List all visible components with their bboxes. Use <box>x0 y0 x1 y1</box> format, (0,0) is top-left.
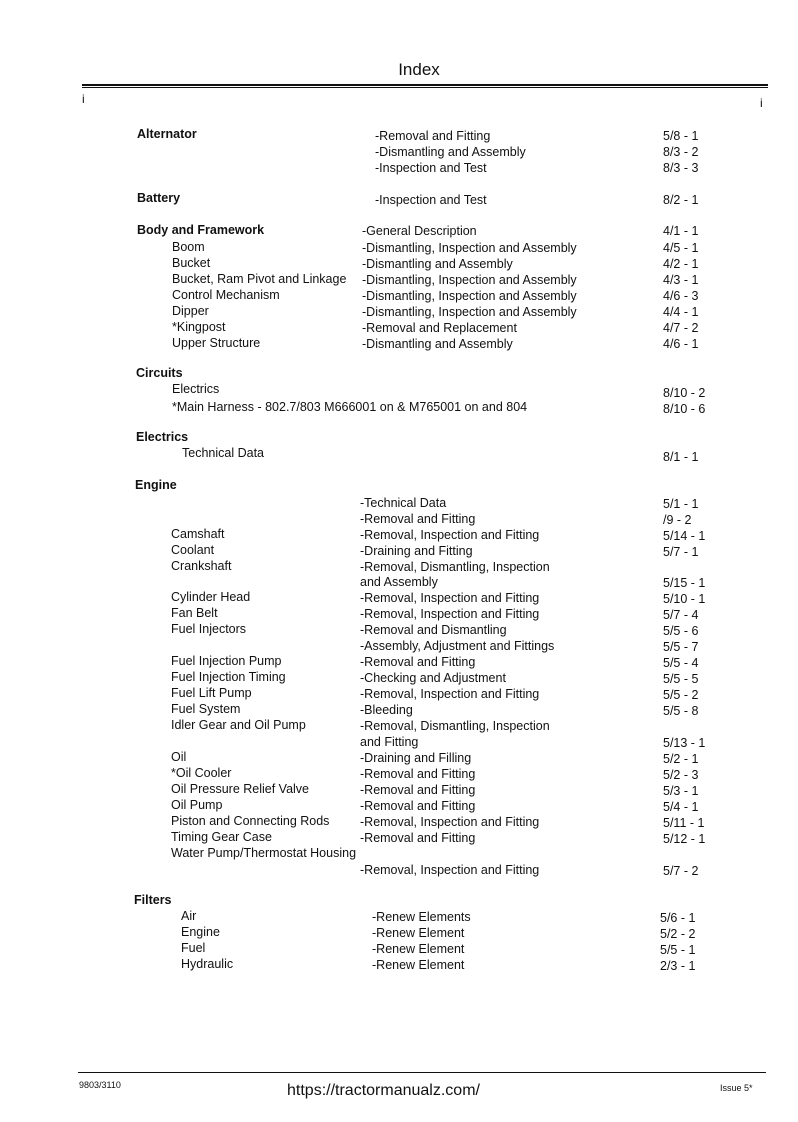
entry-item: Fuel System <box>171 702 241 716</box>
entry-page-ref: 4/3 - 1 <box>663 273 699 287</box>
entry-description: -Dismantling, Inspection and Assembly <box>362 305 577 319</box>
entry-description: -Removal, Inspection and Fitting <box>360 528 540 542</box>
entry-description: -Inspection and Test <box>375 193 487 207</box>
entry-item: Technical Data <box>182 446 264 460</box>
entry-page-ref: 5/8 - 1 <box>663 129 699 143</box>
entry-page-ref: 5/2 - 1 <box>663 752 699 766</box>
entry-item: Boom <box>172 240 205 254</box>
entry-page-ref: 4/4 - 1 <box>663 305 699 319</box>
entry-description: -Draining and Fitting <box>360 544 473 558</box>
entry-description: -Assembly, Adjustment and Fittings <box>360 639 555 653</box>
footer-rule <box>78 1072 766 1073</box>
entry-item: Control Mechanism <box>172 288 280 302</box>
entry-item: *Oil Cooler <box>171 766 232 780</box>
entry-page-ref: 8/3 - 3 <box>663 161 699 175</box>
entry-description: -Removal and Fitting <box>360 767 476 781</box>
entry-page-ref: 5/5 - 5 <box>663 672 699 686</box>
entry-page-ref: 8/1 - 1 <box>663 450 699 464</box>
entry-page-ref: 5/2 - 3 <box>663 768 699 782</box>
entry-page-ref: 2/3 - 1 <box>660 959 696 973</box>
entry-description: -General Description <box>362 224 477 238</box>
entry-item: Fan Belt <box>171 606 218 620</box>
entry-description: -Draining and Filling <box>360 751 472 765</box>
entry-page-ref: 5/5 - 1 <box>660 943 696 957</box>
entry-description: -Inspection and Test <box>375 161 487 175</box>
entry-description: -Dismantling, Inspection and Assembly <box>362 273 577 287</box>
entry-page-ref: 5/5 - 4 <box>663 656 699 670</box>
entry-page-ref: /9 - 2 <box>663 513 692 527</box>
entry-description: -Removal and Fitting <box>360 799 476 813</box>
entry-item: Idler Gear and Oil Pump <box>171 718 306 732</box>
entry-description: -Removal, Inspection and Fitting <box>360 687 540 701</box>
entry-item: Air <box>181 909 197 923</box>
entry-page-ref: 5/15 - 1 <box>663 576 706 590</box>
entry-description: -Dismantling, Inspection and Assembly <box>362 289 577 303</box>
entry-description: -Bleeding <box>360 703 413 717</box>
entry-item: Piston and Connecting Rods <box>171 814 330 828</box>
entry-page-ref: 5/7 - 4 <box>663 608 699 622</box>
entry-item: Fuel Injectors <box>171 622 247 636</box>
entry-description: -Dismantling and Assembly <box>375 145 526 159</box>
entry-item: Dipper <box>172 304 209 318</box>
entry-page-ref: 5/6 - 1 <box>660 911 696 925</box>
entry-description: -Checking and Adjustment <box>360 671 506 685</box>
entry-description: -Dismantling and Assembly <box>362 337 513 351</box>
entry-item: Bucket, Ram Pivot and Linkage <box>172 272 347 286</box>
entry-page-ref: 4/1 - 1 <box>663 224 699 238</box>
entry-item: Fuel Injection Pump <box>171 654 282 668</box>
entry-description: and Fitting <box>360 735 419 749</box>
entry-description: -Technical Data <box>360 496 447 510</box>
document-code: 9803/3110 <box>79 1080 121 1090</box>
entry-item: Cylinder Head <box>171 590 251 604</box>
entry-item: Oil Pump <box>171 798 223 812</box>
source-url: https://tractormanualz.com/ <box>287 1082 480 1099</box>
entry-page-ref: 5/14 - 1 <box>663 529 706 543</box>
section-heading-alternator: Alternator <box>137 127 197 141</box>
entry-item: *Main Harness - 802.7/803 M666001 on & M765001 on and 804 <box>172 400 528 414</box>
entry-page-ref: 5/5 - 7 <box>663 640 699 654</box>
entry-page-ref: 4/7 - 2 <box>663 321 699 335</box>
entry-description: -Removal, Dismantling, Inspection <box>360 560 550 574</box>
entry-description: -Removal and Fitting <box>360 512 476 526</box>
entry-description: -Removal, Inspection and Fitting <box>360 863 540 877</box>
entry-item: Oil Pressure Relief Valve <box>171 782 310 796</box>
page-title: Index <box>398 60 440 79</box>
entry-description: -Removal, Inspection and Fitting <box>360 607 540 621</box>
entry-page-ref: 5/3 - 1 <box>663 784 699 798</box>
entry-item: Oil <box>171 750 187 764</box>
entry-description: -Renew Element <box>372 958 465 972</box>
entry-description: -Dismantling and Assembly <box>362 257 513 271</box>
entry-page-ref: 5/5 - 8 <box>663 704 699 718</box>
entry-page-ref: 5/11 - 1 <box>663 816 705 830</box>
entry-page-ref: 5/13 - 1 <box>663 736 706 750</box>
entry-item: Fuel Lift Pump <box>171 686 252 700</box>
entry-description: -Removal and Fitting <box>360 783 476 797</box>
entry-page-ref: 4/5 - 1 <box>663 241 699 255</box>
entry-description: -Removal and Replacement <box>362 321 517 335</box>
entry-page-ref: 5/5 - 6 <box>663 624 699 638</box>
entry-page-ref: 8/10 - 6 <box>663 402 706 416</box>
section-heading-body-framework: Body and Framework <box>137 223 265 237</box>
section-heading-circuits: Circuits <box>136 366 183 380</box>
right-margin-mark: i <box>760 96 763 110</box>
entry-page-ref: 5/4 - 1 <box>663 800 699 814</box>
entry-page-ref: 8/3 - 2 <box>663 145 699 159</box>
entry-page-ref: 4/6 - 3 <box>663 289 699 303</box>
entry-item: Water Pump/Thermostat Housing <box>171 846 357 860</box>
entry-page-ref: 5/7 - 2 <box>663 864 699 878</box>
entry-description: -Removal, Inspection and Fitting <box>360 815 540 829</box>
section-heading-electrics: Electrics <box>136 430 189 444</box>
entry-description: and Assembly <box>360 575 438 589</box>
entry-item: Crankshaft <box>171 559 232 573</box>
entry-item: Upper Structure <box>172 336 261 350</box>
entry-item: Camshaft <box>171 527 225 541</box>
entry-description: -Renew Element <box>372 926 465 940</box>
entry-page-ref: 4/2 - 1 <box>663 257 699 271</box>
entry-page-ref: 5/7 - 1 <box>663 545 699 559</box>
section-heading-battery: Battery <box>137 191 181 205</box>
entry-description: -Removal and Fitting <box>360 831 476 845</box>
entry-page-ref: 5/2 - 2 <box>660 927 696 941</box>
entry-page-ref: 8/10 - 2 <box>663 386 706 400</box>
entry-item: Bucket <box>172 256 211 270</box>
entry-description: -Dismantling, Inspection and Assembly <box>362 241 577 255</box>
entry-item: Electrics <box>172 382 220 396</box>
entry-description: -Renew Elements <box>372 910 471 924</box>
entry-item: Hydraulic <box>181 957 234 971</box>
entry-page-ref: 5/10 - 1 <box>663 592 706 606</box>
entry-description: -Removal, Inspection and Fitting <box>360 591 540 605</box>
entry-description: -Removal and Fitting <box>375 129 491 143</box>
entry-page-ref: 5/1 - 1 <box>663 497 699 511</box>
entry-item: Coolant <box>171 543 215 557</box>
entry-item: *Kingpost <box>172 320 226 334</box>
issue-number: Issue 5* <box>720 1083 753 1093</box>
entry-description: -Removal and Dismantling <box>360 623 507 637</box>
section-heading-engine: Engine <box>135 478 177 492</box>
entry-page-ref: 5/12 - 1 <box>663 832 706 846</box>
entry-page-ref: 4/6 - 1 <box>663 337 699 351</box>
entry-item: Engine <box>181 925 220 939</box>
entry-description: -Removal, Dismantling, Inspection <box>360 719 550 733</box>
section-heading-filters: Filters <box>134 893 172 907</box>
entry-description: -Removal and Fitting <box>360 655 476 669</box>
entry-description: -Renew Element <box>372 942 465 956</box>
left-margin-mark: i <box>82 92 85 106</box>
header-rule-thin <box>82 87 768 88</box>
entry-item: Fuel Injection Timing <box>171 670 286 684</box>
header-rule <box>82 84 768 86</box>
entry-item: Fuel <box>181 941 206 955</box>
entry-item: Timing Gear Case <box>171 830 272 844</box>
entry-page-ref: 5/5 - 2 <box>663 688 699 702</box>
entry-page-ref: 8/2 - 1 <box>663 193 699 207</box>
